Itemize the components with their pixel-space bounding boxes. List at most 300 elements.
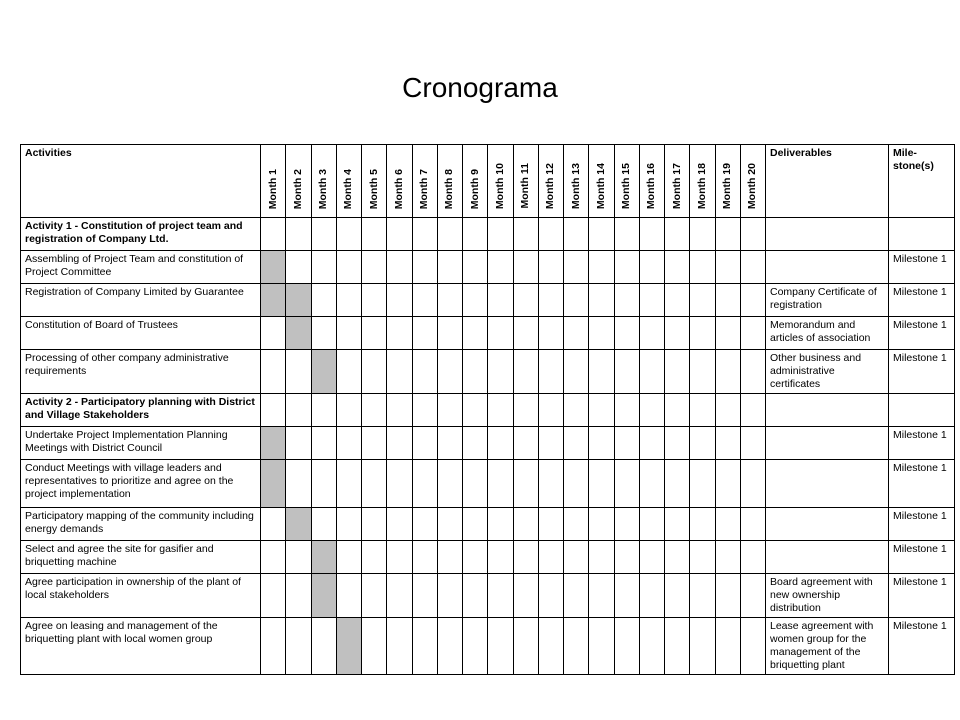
month-cell [740, 508, 765, 541]
month-cell [665, 251, 690, 284]
month-cell [261, 218, 286, 251]
month-cell [513, 317, 538, 350]
month-cell [589, 541, 614, 574]
month-cell [614, 508, 639, 541]
month-cell [488, 218, 513, 251]
month-cell [665, 541, 690, 574]
header-deliverables: Deliverables [766, 145, 889, 218]
month-cell [740, 350, 765, 394]
month-cell [690, 284, 715, 317]
month-cell [538, 350, 563, 394]
month-cell [437, 427, 462, 460]
month-cell [412, 284, 437, 317]
month-cell [362, 460, 387, 508]
month-cell [639, 350, 664, 394]
month-cell [715, 460, 740, 508]
header-month-label: Month 1 [266, 168, 279, 209]
month-cell [538, 284, 563, 317]
month-cell [311, 508, 336, 541]
month-cell [336, 460, 361, 508]
header-month-label: Month 10 [493, 162, 506, 209]
activity-name: Processing of other company administrative requirements [21, 350, 261, 394]
month-cell [538, 427, 563, 460]
table-row [21, 508, 955, 541]
month-cell [715, 218, 740, 251]
month-cell [665, 427, 690, 460]
milestone-cell: Milestone 1 [889, 541, 955, 574]
header-month-4 [336, 145, 361, 218]
month-cell [513, 460, 538, 508]
month-cell [336, 317, 361, 350]
header-month-label: Month 19 [721, 162, 734, 209]
header-month-18 [690, 145, 715, 218]
month-cell [614, 284, 639, 317]
deliverable-cell: Company Certificate of registration [766, 284, 889, 317]
month-cell [412, 350, 437, 394]
header-month-5 [362, 145, 387, 218]
month-cell [336, 350, 361, 394]
month-cell [639, 251, 664, 284]
milestone-cell: Milestone 1 [889, 574, 955, 618]
milestone-cell [889, 218, 955, 251]
month-cell [589, 218, 614, 251]
activity-name: Agree on leasing and management of the briquetting plant with local women group [21, 618, 261, 675]
month-cell [589, 574, 614, 618]
month-cell [463, 218, 488, 251]
month-cell [740, 574, 765, 618]
month-cell-active [336, 618, 361, 675]
month-cell [362, 317, 387, 350]
header-month-9 [463, 145, 488, 218]
month-cell [614, 541, 639, 574]
month-cell [463, 574, 488, 618]
month-cell [488, 460, 513, 508]
month-cell [564, 284, 589, 317]
table-row [21, 541, 955, 574]
month-cell [740, 618, 765, 675]
header-month-label: Month 16 [645, 162, 658, 209]
month-cell [286, 218, 311, 251]
header-month-label: Month 4 [342, 168, 355, 209]
month-cell [362, 427, 387, 460]
month-cell [564, 541, 589, 574]
month-cell [690, 574, 715, 618]
month-cell [589, 284, 614, 317]
header-month-label: Month 20 [746, 162, 759, 209]
month-cell [513, 574, 538, 618]
month-cell [715, 251, 740, 284]
month-cell [639, 427, 664, 460]
milestone-cell: Milestone 1 [889, 284, 955, 317]
month-cell [690, 508, 715, 541]
header-month-13 [564, 145, 589, 218]
month-cell [665, 618, 690, 675]
month-cell [639, 508, 664, 541]
month-cell [740, 284, 765, 317]
month-cell-active [311, 574, 336, 618]
month-cell [488, 427, 513, 460]
month-cell [311, 394, 336, 427]
month-cell [336, 508, 361, 541]
month-cell [463, 350, 488, 394]
table-row [21, 574, 955, 618]
month-cell [665, 317, 690, 350]
header-month-label: Month 18 [695, 162, 708, 209]
month-cell [488, 574, 513, 618]
month-cell [437, 574, 462, 618]
month-cell [513, 618, 538, 675]
month-cell [715, 574, 740, 618]
month-cell [387, 427, 412, 460]
month-cell [589, 618, 614, 675]
month-cell [488, 508, 513, 541]
month-cell [488, 541, 513, 574]
month-cell [261, 350, 286, 394]
schedule-rows [21, 218, 955, 675]
month-cell [261, 394, 286, 427]
month-cell [690, 427, 715, 460]
deliverable-cell [766, 508, 889, 541]
milestone-cell: Milestone 1 [889, 508, 955, 541]
month-cell [261, 618, 286, 675]
month-cell [740, 460, 765, 508]
month-cell [387, 460, 412, 508]
month-cell [538, 508, 563, 541]
month-cell [463, 618, 488, 675]
header-month-16 [639, 145, 664, 218]
header-month-label: Month 13 [569, 162, 582, 209]
month-cell [513, 284, 538, 317]
month-cell [463, 427, 488, 460]
month-cell [665, 508, 690, 541]
header-month-7 [412, 145, 437, 218]
month-cell-active [286, 508, 311, 541]
month-cell-active [261, 284, 286, 317]
month-cell [589, 508, 614, 541]
month-cell [538, 460, 563, 508]
deliverable-cell [766, 541, 889, 574]
month-cell [362, 508, 387, 541]
activity-name: Constitution of Board of Trustees [21, 317, 261, 350]
month-cell [387, 350, 412, 394]
month-cell [690, 350, 715, 394]
month-cell [387, 218, 412, 251]
month-cell [286, 574, 311, 618]
header-milestones: Mile-stone(s) [889, 145, 955, 218]
month-cell [665, 394, 690, 427]
month-cell [513, 427, 538, 460]
month-cell [362, 541, 387, 574]
month-cell [690, 218, 715, 251]
header-month-label: Month 3 [317, 168, 330, 209]
activity-name: Agree participation in ownership of the plant of local stakeholders [21, 574, 261, 618]
month-cell [614, 350, 639, 394]
month-cell [362, 618, 387, 675]
month-cell-active [311, 350, 336, 394]
month-cell-active [286, 317, 311, 350]
header-month-17 [665, 145, 690, 218]
month-cell [336, 427, 361, 460]
month-cell [286, 460, 311, 508]
month-cell [639, 618, 664, 675]
header-month-2 [286, 145, 311, 218]
month-cell [665, 284, 690, 317]
milestone-cell: Milestone 1 [889, 251, 955, 284]
month-cell [311, 251, 336, 284]
month-cell [286, 541, 311, 574]
month-cell [286, 618, 311, 675]
month-cell [463, 317, 488, 350]
table-row [21, 218, 955, 251]
header-activities: Activities [21, 145, 261, 218]
month-cell [665, 218, 690, 251]
slide-title: Cronograma [402, 72, 558, 103]
activity-name: Assembling of Project Team and constitution of Project Committee [21, 251, 261, 284]
header-month-3 [311, 145, 336, 218]
table-row [21, 427, 955, 460]
month-cell [387, 394, 412, 427]
month-cell [463, 251, 488, 284]
month-cell [690, 618, 715, 675]
month-cell [286, 394, 311, 427]
month-cell [412, 508, 437, 541]
deliverable-cell: Other business and administrative certificates [766, 350, 889, 394]
deliverable-cell [766, 427, 889, 460]
month-cell [690, 460, 715, 508]
month-cell [665, 574, 690, 618]
header-month-19 [715, 145, 740, 218]
month-cell [715, 284, 740, 317]
month-cell [715, 350, 740, 394]
month-cell [614, 460, 639, 508]
month-cell [639, 541, 664, 574]
deliverable-cell: Board agreement with new ownership distribution [766, 574, 889, 618]
month-cell [639, 317, 664, 350]
month-cell [311, 317, 336, 350]
milestone-cell [889, 394, 955, 427]
month-cell [437, 394, 462, 427]
month-cell [437, 251, 462, 284]
month-cell [437, 460, 462, 508]
month-cell [311, 284, 336, 317]
month-cell [362, 284, 387, 317]
header-month-20 [740, 145, 765, 218]
month-cell [665, 350, 690, 394]
month-cell [437, 618, 462, 675]
month-cell [589, 460, 614, 508]
month-cell [437, 508, 462, 541]
milestone-cell: Milestone 1 [889, 350, 955, 394]
header-month-label: Month 7 [418, 168, 431, 209]
month-cell [564, 508, 589, 541]
month-cell [311, 618, 336, 675]
month-cell [311, 427, 336, 460]
month-cell [488, 251, 513, 284]
month-cell [589, 251, 614, 284]
month-cell [488, 618, 513, 675]
month-cell [740, 317, 765, 350]
month-cell [286, 251, 311, 284]
header-month-label: Month 11 [519, 163, 532, 209]
header-month-label: Month 6 [392, 168, 405, 209]
month-cell [412, 541, 437, 574]
month-cell [715, 317, 740, 350]
month-cell [336, 284, 361, 317]
month-cell [311, 460, 336, 508]
header-month-1 [261, 145, 286, 218]
table-row [21, 618, 955, 675]
month-cell [614, 251, 639, 284]
month-cell [261, 317, 286, 350]
month-cell [538, 317, 563, 350]
month-cell [538, 618, 563, 675]
milestone-cell: Milestone 1 [889, 317, 955, 350]
milestone-cell: Milestone 1 [889, 460, 955, 508]
activity-name: Undertake Project Implementation Planning Meetings with District Council [21, 427, 261, 460]
month-cell [412, 427, 437, 460]
header-month-14 [589, 145, 614, 218]
month-cell [387, 574, 412, 618]
month-cell [589, 317, 614, 350]
header-month-label: Month 15 [620, 162, 633, 209]
month-cell-active [261, 251, 286, 284]
month-cell [488, 350, 513, 394]
month-cell [362, 394, 387, 427]
month-cell [463, 460, 488, 508]
month-cell [412, 317, 437, 350]
month-cell [740, 427, 765, 460]
month-cell [336, 394, 361, 427]
table-row [21, 317, 955, 350]
month-cell [463, 284, 488, 317]
month-cell [589, 394, 614, 427]
month-cell [690, 541, 715, 574]
month-cell [513, 218, 538, 251]
month-cell [286, 427, 311, 460]
header-month-8 [437, 145, 462, 218]
month-cell [513, 251, 538, 284]
month-cell [463, 508, 488, 541]
month-cell [412, 251, 437, 284]
month-cell [614, 427, 639, 460]
deliverable-cell [766, 251, 889, 284]
month-cell [513, 394, 538, 427]
table-row [21, 394, 955, 427]
month-cell [715, 541, 740, 574]
month-cell [715, 618, 740, 675]
month-cell [690, 251, 715, 284]
deliverable-cell: Memorandum and articles of association [766, 317, 889, 350]
month-cell [740, 218, 765, 251]
month-cell [463, 394, 488, 427]
month-cell [715, 394, 740, 427]
month-cell [362, 350, 387, 394]
month-cell [261, 508, 286, 541]
month-cell [665, 460, 690, 508]
month-cell [463, 541, 488, 574]
month-cell [311, 218, 336, 251]
month-cell [336, 574, 361, 618]
header-month-6 [387, 145, 412, 218]
milestone-cell: Milestone 1 [889, 618, 955, 675]
month-cell [538, 574, 563, 618]
month-cell [690, 317, 715, 350]
table-row [21, 284, 955, 317]
month-cell [362, 218, 387, 251]
month-cell [564, 427, 589, 460]
month-cell [261, 541, 286, 574]
month-cell [589, 427, 614, 460]
month-cell-active [261, 460, 286, 508]
header-month-label: Month 8 [443, 168, 456, 209]
month-cell [362, 574, 387, 618]
month-cell [261, 574, 286, 618]
table-row [21, 460, 955, 508]
month-cell [614, 218, 639, 251]
activity-name: Select and agree the site for gasifier and briquetting machine [21, 541, 261, 574]
month-cell [362, 251, 387, 284]
month-cell [437, 541, 462, 574]
deliverable-cell [766, 394, 889, 427]
month-cell [437, 284, 462, 317]
month-cell [639, 574, 664, 618]
month-cell [336, 251, 361, 284]
month-cell [286, 350, 311, 394]
milestone-cell: Milestone 1 [889, 427, 955, 460]
month-cell [690, 394, 715, 427]
month-cell [437, 350, 462, 394]
month-cell [740, 541, 765, 574]
header-month-label: Month 12 [544, 162, 557, 209]
month-cell [538, 541, 563, 574]
header-month-label: Month 17 [670, 162, 683, 209]
month-cell [564, 618, 589, 675]
header-month-label: Month 2 [291, 168, 304, 209]
phase-heading: Activity 2 - Participatory planning with District and Village Stakeholders [21, 394, 261, 427]
month-cell [564, 317, 589, 350]
month-cell [387, 618, 412, 675]
month-cell [614, 574, 639, 618]
month-cell [740, 251, 765, 284]
month-cell [387, 508, 412, 541]
month-cell [639, 394, 664, 427]
month-cell [437, 218, 462, 251]
deliverable-cell [766, 218, 889, 251]
month-cell [564, 350, 589, 394]
month-cell-active [311, 541, 336, 574]
header-month-10 [488, 145, 513, 218]
header-row [21, 145, 955, 218]
table-row [21, 251, 955, 284]
month-cell [639, 284, 664, 317]
month-cell [538, 218, 563, 251]
month-cell-active [261, 427, 286, 460]
month-cell [513, 541, 538, 574]
month-cell [564, 218, 589, 251]
month-cell [740, 394, 765, 427]
month-cell [614, 394, 639, 427]
month-cell [387, 251, 412, 284]
month-cell [564, 394, 589, 427]
month-cell [538, 394, 563, 427]
month-cell [437, 317, 462, 350]
deliverable-cell [766, 460, 889, 508]
month-cell [387, 317, 412, 350]
month-cell [614, 317, 639, 350]
month-cell [614, 618, 639, 675]
month-cell [513, 350, 538, 394]
header-month-11 [513, 145, 538, 218]
